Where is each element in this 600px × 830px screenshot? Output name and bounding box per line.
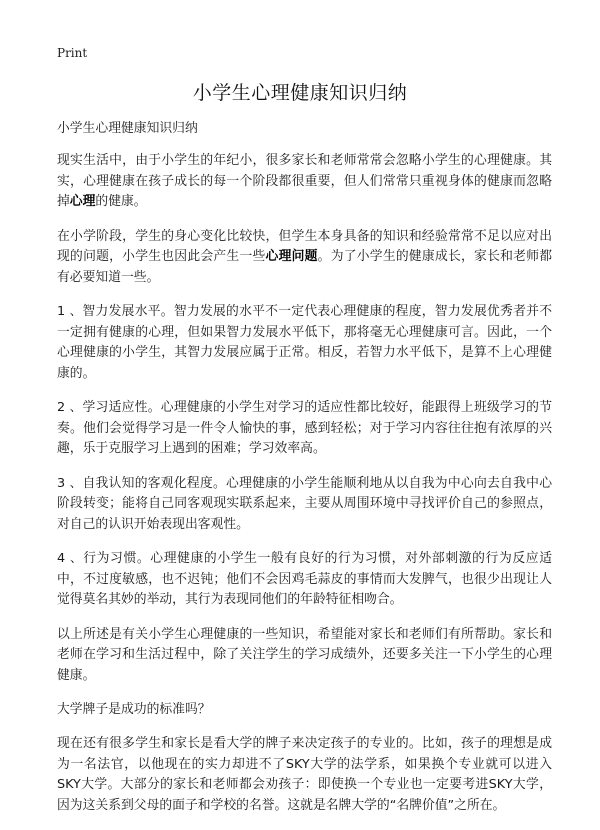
bold-keyword: 心理问题 xyxy=(265,249,318,264)
paragraph-text: 的健康。 xyxy=(95,194,147,209)
paragraph-section2: 现在还有很多学生和家长是看大学的牌子来决定孩子的专业的。比如，孩子的理想是成为一名法官，以他现在的实力却进不了SKY大学的法学系，如果换个专业就可以进入SKY大学。大部分的家长和老师都会劝孩子：即使换一个专业也一定要考进SKY大学，因为这关系到父母的面子和学校的名誉。这就是名牌大学的“名牌价值”之所在。 xyxy=(57,736,552,813)
paragraph-text: 现实生活中，由于小学生的年纪小，很多家长和老师常常会忽略小学生的心理健康。其实，心理健康在孩子成长的每一个阶段都很重要，但人们常常只重视身体的健康而忽略掉 xyxy=(57,153,552,209)
article-body xyxy=(57,119,552,830)
section-heading: 大学牌子是成功的标准吗？ xyxy=(57,702,211,717)
article-subtitle: 小学生心理健康知识归纳 xyxy=(57,121,198,136)
print-link[interactable]: Print xyxy=(57,46,88,60)
bold-keyword: 心理 xyxy=(69,194,96,209)
paragraph-text: 。为了小学生的健康成长，家长和老师都有必要知道一些。 xyxy=(57,249,553,285)
paragraph-conclusion: 以上所述是有关小学生心理健康的一些知识，希望能对家长和老师们有所帮助。家长和老师在学习和生活过程中，除了关注学生的学习成绩外，还要多关注一下小学生的心理健康。 xyxy=(57,626,552,683)
paragraph-stage xyxy=(57,227,552,289)
paragraph-point-3: 3 、自我认知的客观化程度。心理健康的小学生能顺利地从以自我为中心向去自我中心阶段转变；能将自己同客观现实联系起来，主要从周围环境中寻找评价自己的参照点，对自己的认识开始表现出客观性。 xyxy=(57,475,552,532)
paragraph-point-1: 1 、智力发展水平。智力发展的水平不一定代表心理健康的程度，智力发展优秀者并不一定拥有健康的心理，但如果智力发展水平低下，那将毫无心理健康可言。因此，一个心理健康的小学生，其智力发展应属于正常。相反，若智力水平低下，是算不上心理健康的。 xyxy=(57,304,552,381)
paragraph-intro xyxy=(57,151,552,213)
paragraph-point-4: 4 、行为习惯。心理健康的小学生一般有良好的行为习惯，对外部刺激的行为反应适中，不过度敏感，也不迟钝；他们不会因鸡毛蒜皮的事情而大发脾气，也很少出现让人觉得莫名其妙的举动，其行为表现同他们的年龄特征相吻合。 xyxy=(57,551,552,607)
paragraph-point-2: 2 、学习适应性。心理健康的小学生对学习的适应性都比较好，能跟得上班级学习的节奏。他们会觉得学习是一件令人愉快的事，感到轻松；对于学习内容往往抱有浓厚的兴趣，乐于克服学习上遇到的困难；学习效率高。 xyxy=(57,400,552,456)
page-title: 小学生心理健康知识归纳 xyxy=(192,82,408,104)
paragraph-text: 在小学阶段，学生的身心变化比较快，但学生本身具备的知识和经验常常不足以应对出现的问题，小学生也因此会产生一些 xyxy=(57,228,552,264)
